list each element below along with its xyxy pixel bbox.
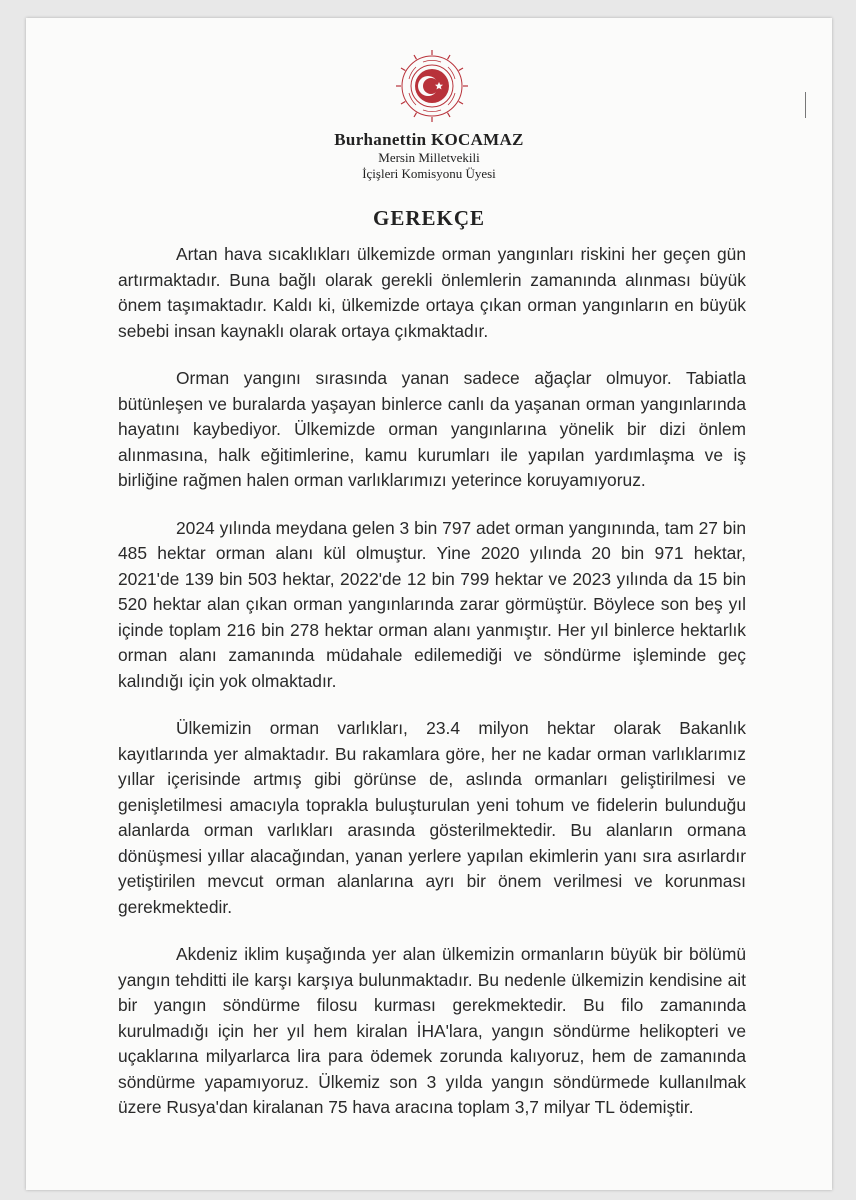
paragraph: Orman yangını sırasında yanan sadece ağaçlar olmuyor. Tabiatla bütünleşen ve buralarda yaşayan binlerce canlı da yaşanan orman yangınlarında hayatını kaybediyor. Ülkemizde orman yangınlarına yönelik bir dizi önlem alınmasına, halk eğitimlerine, kamu kurumları ile yapılan yardımlaşma ve iş birliğine rağmen halen orman varlıklarımızı yeterince koruyamıyoruz. <box>118 368 746 490</box>
sender-block <box>26 130 832 182</box>
parliament-emblem <box>392 46 472 126</box>
document-body <box>118 242 746 1143</box>
document-page <box>26 18 832 1190</box>
sender-name: Burhanettin KOCAMAZ <box>334 130 524 149</box>
paragraph: 2024 yılında meydana gelen 3 bin 797 adet orman yangınında, tam 27 bin 485 hektar orman alanı kül olmuştur. Yine 2020 yılında 20 bin 971 hektar, 2021'de 139 bin 503 hektar, 2022'de 12 bin 799 hektar ve 2023 yılında da 15 bin 520 hektar alan çıkan orman yangınlarında zarar görmüştür. Böylece son beş yıl içinde toplam 216 bin 278 hektar orman alanı yanmıştır. Her yıl binlerce hektarlık orman alanı zamanında müdahale edilemediği ve söndürme işleminde geç kalındığı için yok olmaktadır. <box>118 517 746 691</box>
emblem-icon <box>392 46 472 126</box>
paragraph: Artan hava sıcaklıkları ülkemizde orman yangınları riskini her geçen gün artırmaktadır. Buna bağlı olarak gerekli önlemlerin zamanında alınması büyük önem taşımaktadır. Kaldı ki, ülkemizde ortaya çıkan orman yangınların en büyük sebebi insan kaynaklı olarak ortaya çıkmaktadır. <box>118 244 746 341</box>
sender-committee: İçişleri Komisyonu Üyesi <box>362 166 496 181</box>
paragraph: Akdeniz iklim kuşağında yer alan ülkemizin ormanların büyük bir bölümü yangın tehditti ile karşı karşıya bulunmaktadır. Bu nedenle ülkemizin kendisine ait bir yangın söndürme filosu kurması gerekmektedir. Bu filo zamanında kurulmadığı için her yıl hem kiralan İHA'lara, yangın söndürme helikopteri ve uçaklarına milyarlarca lira para ödemek zorunda kalıyoruz, hem de zamanında söndürme yapamıyoruz. Ülkemiz son 3 yılda yangın söndürmede kullanılmak üzere Rusya'dan kiralanan 75 hava aracına toplam 3,7 milyar TL ödemiştir. <box>118 944 746 1117</box>
margin-mark <box>805 92 812 118</box>
sender-title: Mersin Milletvekili <box>378 150 480 165</box>
document-title: GEREKÇE <box>372 206 486 230</box>
paragraph: Ülkemizin orman varlıkları, 23.4 milyon hektar olarak Bakanlık kayıtlarında yer almaktadır. Bu rakamlara göre, her ne kadar orman varlıklarımız yıllar içerisinde artmış gibi görünse de, aslında ormanları geliştirilmesi ve genişletilmesi amacıyla toprakla buluşturulan yeni tohum ve fidelerin bulunduğu alanlarda orman varlıkları arasında gösterilmektedir. Bu alanların ormana dönüşmesi yıllar alacağından, yanan yerlere yapılan ekimlerin yanı sıra asırlardır yetiştirilen mevcut orman alanlarına ayrı bir önem verilmesi ve korunması gerekmektedir. <box>118 718 746 917</box>
